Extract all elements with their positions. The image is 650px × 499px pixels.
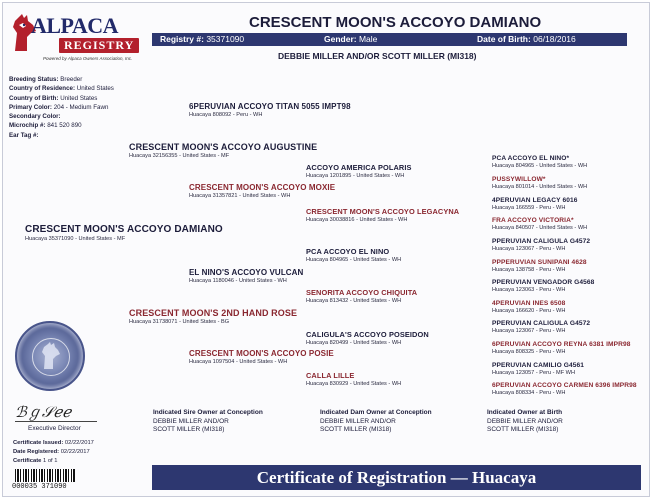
alpaca-seal-icon	[39, 341, 63, 371]
registry-label: Registry #:	[160, 34, 204, 44]
dob-label: Date of Birth:	[477, 34, 531, 44]
pedigree-sire: CRESCENT MOON'S ACCOYO AUGUSTINE Huacaya 32156355 - United States - MF	[129, 142, 318, 159]
pedigree-g4-11: PPERUVIAN CAMILIO G4561 Huacaya 123057 - Peru - MF WH	[492, 362, 585, 376]
pedigree-g3-1: ACCOYO AMERICA POLARIS Huacaya 1201895 - United States - WH	[306, 163, 412, 179]
pedigree-g3-4: SENORITA ACCOYO CHIQUITA Huacaya 813432 - United States - WH	[306, 288, 418, 304]
pedigree-g4-9: PPERUVIAN CALIGULA G4572 Huacaya 123067 - Peru - WH	[492, 320, 591, 334]
owner-name: DEBBIE MILLER AND/OR SCOTT MILLER (MI318)	[278, 51, 477, 61]
pedigree-g4-6: PPPERUVIAN SUNIPANI 4628 Huacaya 138758 - Peru - WH	[492, 259, 587, 273]
certificate-count: Certificate 1 of 1	[13, 457, 58, 464]
info-primary-color: Primary Color: 204 - Medium Fawn	[9, 103, 109, 111]
animal-info	[9, 75, 149, 140]
certificate-dates	[13, 439, 94, 465]
certificate	[2, 2, 650, 497]
registry-bar	[152, 33, 627, 46]
pedigree-sire-dam: CRESCENT MOON'S ACCOYO MOXIE Huacaya 31357821 - United States - WH	[189, 183, 336, 199]
sire-owner-block: Indicated Sire Owner at Conception DEBBIE MILLER AND/OR SCOTT MILLER (MI318)	[153, 409, 263, 434]
pedigree-g4-12: 6PERUVIAN ACCOYO CARMEN 6396 IMPR98 Huacaya 808334 - Peru - WH	[492, 382, 637, 396]
dob-value: 06/18/2016	[533, 34, 576, 44]
pedigree-g4-5: PPERUVIAN CALIGULA G4572 Huacaya 123067 - Peru - WH	[492, 238, 591, 252]
gender-field	[324, 33, 377, 46]
pedigree-g3-3: PCA ACCOYO EL NINO Huacaya 804965 - United States - WH	[306, 247, 402, 263]
barcode	[15, 469, 75, 482]
pedigree-g3-6: CALLA LILLE Huacaya 830929 - United States - WH	[306, 371, 402, 387]
info-ear-tag: Ear Tag #:	[9, 131, 39, 139]
gender-value: Male	[358, 34, 378, 44]
date-registered: Date Registered: 02/22/2017	[13, 448, 90, 455]
page-title: CRESCENT MOON'S ACCOYO DAMIANO	[249, 14, 542, 31]
dob-field	[477, 33, 576, 46]
birth-owner-block: Indicated Owner at Birth DEBBIE MILLER AND/OR SCOTT MILLER (MI318)	[487, 409, 563, 434]
barcode-number: 000035 371090	[12, 483, 67, 491]
cert-issued: Certificate Issued: 02/22/2017	[13, 440, 94, 446]
info-breeding-status: Breeding Status: Breeder	[9, 76, 83, 83]
pedigree-g3-5: CALIGULA'S ACCOYO POSEIDON Huacaya 820499 - United States - WH	[306, 330, 429, 346]
pedigree-dam-sire: EL NINO'S ACCOYO VULCAN Huacaya 1180046 - United States - WH	[189, 268, 304, 284]
logo-powered-by: Powered by Alpaca Owners Association, Inc.	[43, 56, 133, 61]
pedigree-sire-sire: 6PERUVIAN ACCOYO TITAN 5055 IMPT98 Huacaya 808092 - Peru - WH	[189, 102, 351, 118]
dam-owner-block: Indicated Dam Owner at Conception DEBBIE MILLER AND/OR SCOTT MILLER (MI318)	[320, 409, 432, 434]
director-signature: ℬℊ𝒮ℯℯ	[15, 403, 72, 421]
pedigree-g4-8: 4PERUVIAN INES 6508 Huacaya 166620 - Peru - WH	[492, 300, 566, 314]
gender-label: Gender:	[324, 34, 357, 44]
pedigree-g4-2: PUSSYWILLOW* Huacaya 801014 - United States - WH	[492, 176, 588, 190]
alpaca-registry-logo	[9, 9, 134, 65]
signature-line	[15, 421, 97, 422]
pedigree-dam-dam: CRESCENT MOON'S ACCOYO POSIE Huacaya 1097504 - United States - WH	[189, 349, 334, 365]
executive-director-label: Executive Director	[28, 425, 81, 432]
registry-seal	[15, 321, 85, 391]
pedigree-g4-4: FRA ACCOYO VICTORIA* Huacaya 840507 - United States - WH	[492, 217, 588, 231]
certificate-footer-title: Certificate of Registration — Huacaya	[152, 465, 641, 490]
registry-field	[160, 33, 244, 46]
logo-registry: REGISTRY	[59, 38, 139, 53]
pedigree-g4-3: 4PERUVIAN LEGACY 6016 Huacaya 166559 - Peru - WH	[492, 197, 578, 211]
info-secondary-color: Secondary Color:	[9, 113, 61, 121]
registry-value: 35371090	[206, 34, 245, 44]
pedigree-dam: CRESCENT MOON'S 2ND HAND ROSE Huacaya 31738071 - United States - BG	[129, 308, 298, 325]
info-country-birth: Country of Birth: United States	[9, 94, 98, 102]
pedigree-g3-2: CRESCENT MOON'S ACCOYO LEGACYNA Huacaya 30038816 - United States - WH	[306, 207, 460, 223]
logo-title: ALPACA	[31, 13, 119, 38]
info-microchip: Microchip #: 841 520 890	[9, 122, 82, 130]
pedigree-g4-1: PCA ACCOYO EL NINO* Huacaya 804965 - United States - WH	[492, 155, 588, 169]
info-country-residence: Country of Residence: United States	[9, 85, 114, 93]
pedigree-g4-7: PPERUVIAN VENGADOR G4568 Huacaya 123063 - Peru - WH	[492, 279, 595, 293]
pedigree-subject: CRESCENT MOON'S ACCOYO DAMIANO Huacaya 35371090 - United States - MF	[25, 224, 223, 242]
pedigree-g4-10: 6PERUVIAN ACCOYO REYNA 6381 IMPR98 Huacaya 808325 - Peru - WH	[492, 341, 631, 355]
